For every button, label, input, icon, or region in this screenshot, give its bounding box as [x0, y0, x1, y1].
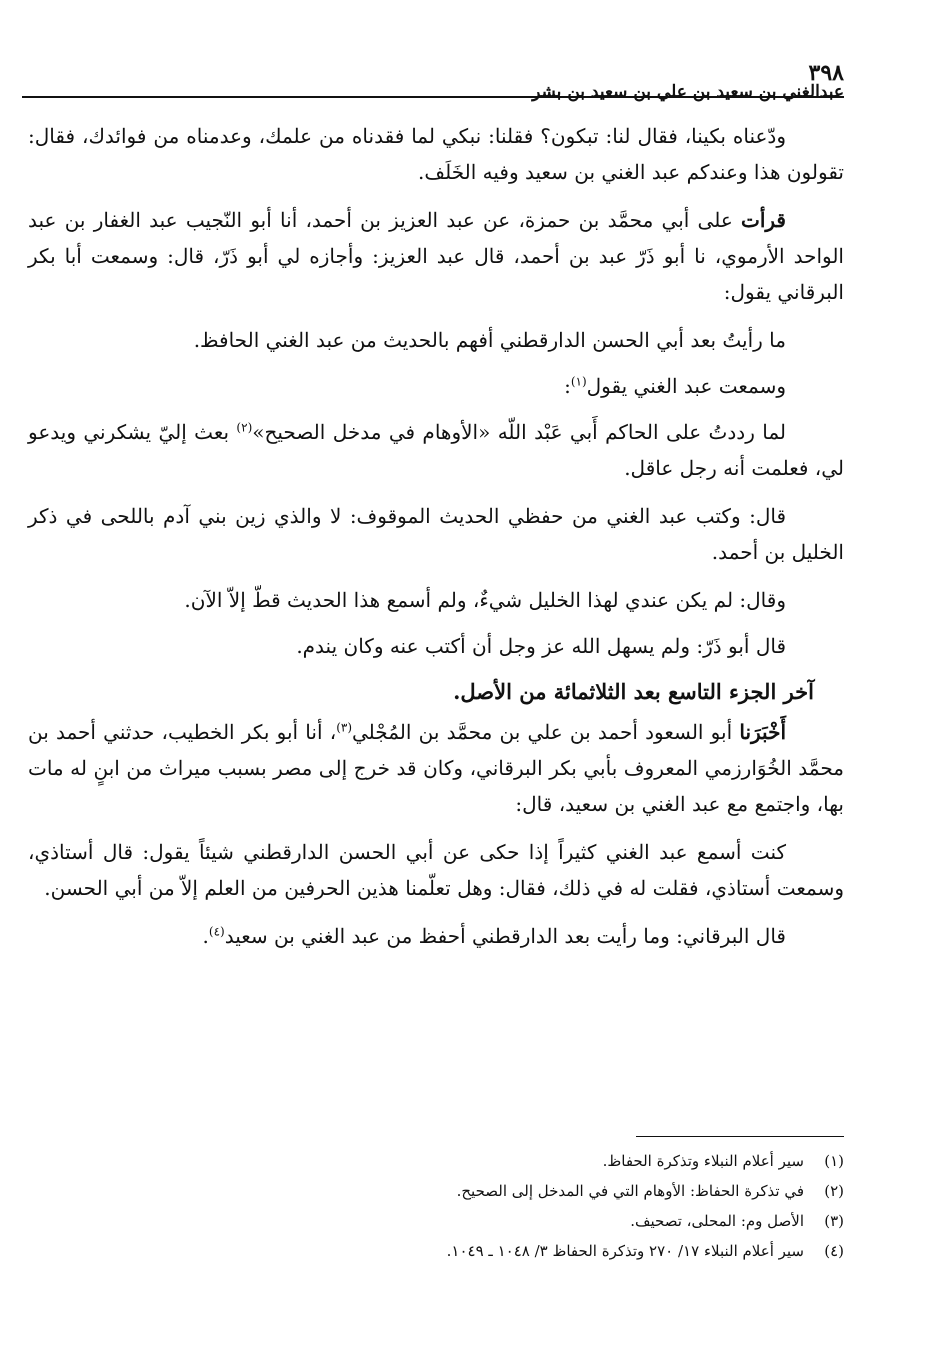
footnote-item — [124, 1146, 844, 1176]
footnote-number: (٣) — [824, 1212, 844, 1230]
paragraph-text-cont: ، أنا أبو بكر الخطيب، حدثني أحمد بن محمَّد الخُوَارزمي المعروف بأبي بكر البرقاني، وكان قد خرج إلى مصر بسبب ميراث من ابنٍ له مات بها، واجتمع مع عبد الغني بن سعيد، قال: — [28, 720, 844, 816]
footnote-rule — [636, 1136, 844, 1137]
footnote-marker: (٤) — [208, 924, 225, 939]
footnote-marker: (٣) — [336, 720, 353, 735]
quote-2 — [28, 368, 844, 404]
paragraph-text: كنت أسمع عبد الغني كثيراً إذا حكى عن أبي الحسن الدارقطني شيئاً يقول: قال أستاذي، وسمعت أستاذي، فقلت له في ذلك، فقال: وهل تعلّمنا هذين الحرفين من العلم إلاّ من أبي الحسن. — [28, 840, 844, 900]
quote-text: قال: وكتب عبد الغني من حفظي الحديث الموقوف: لا والذي زين بني آدم باللحى في ذكر الخليل بن أحمد. — [28, 504, 844, 564]
header-rule — [22, 96, 844, 98]
paragraph-opening — [28, 118, 844, 190]
footnote-text: سير أعلام النبلاء ١٧/ ٢٧٠ وتذكرة الحفاظ ٣/ ١٠٤٨ ـ ١٠٤٩. — [446, 1242, 804, 1260]
quote-tail: : — [564, 374, 571, 398]
paragraph-closing-2 — [28, 918, 844, 954]
quote-tail: بعث إليّ يشكرني ويدعو لي، فعلمت أنه رجل عاقل. — [28, 420, 844, 480]
quote-1 — [28, 322, 844, 358]
running-title: عبدالغني بن سعيد بن علي بن سعيد بن بشر — [532, 82, 844, 102]
page-number: ٣٩٨ — [808, 60, 844, 86]
paragraph-closing-1 — [28, 834, 844, 906]
body-text — [28, 118, 844, 964]
quote-5 — [28, 582, 844, 618]
footnote-item — [124, 1236, 844, 1266]
lead-word: قرأت — [741, 208, 786, 232]
paragraph-text: على أبي محمَّد بن حمزة، عن عبد العزيز بن أحمد، أنا أبو النّجيب عبد الغفار بن عبد الواحد الأرموي، نا أبو ذَرّ عبد بن أحمد، قال عبد العزيز: وأجازه لي أبو ذَرّ، قال: وسمعت أبا بكر البرقاني يقول: — [28, 208, 844, 304]
quote-4 — [28, 498, 844, 570]
quote-3 — [28, 414, 844, 486]
paragraph-tail: . — [202, 924, 209, 948]
footnote-item — [124, 1206, 844, 1236]
quote-text: وقال: لم يكن عندي لهذا الخليل شيءٌ، ولم أسمع هذا الحديث قطّ إلاّ الآن. — [184, 588, 786, 612]
footnote-number: (٢) — [824, 1182, 844, 1200]
quote-6 — [28, 628, 844, 664]
paragraph-akhbarana — [28, 714, 844, 822]
quote-text: قال أبو ذَرّ: ولم يسهل الله عز وجل أن أكتب عنه وكان يندم. — [296, 634, 786, 658]
quote-text: لما رددتُ على الحاكم أَبي عَبْد اللّه «الأوهام في مدخل الصحيح» — [252, 420, 786, 444]
paragraph-text: أبو السعود أحمد بن علي بن محمَّد بن المُجْلي — [352, 720, 740, 744]
quote-text: ما رأيتُ بعد أبي الحسن الدارقطني أفهم بالحديث من عبد الغني الحافظ. — [193, 328, 786, 352]
quote-text: وسمعت عبد الغني يقول — [586, 374, 786, 398]
footnotes — [124, 1146, 844, 1266]
footnote-marker: (٢) — [236, 420, 253, 435]
footnote-text: في تذكرة الحفاظ: الأوهام التي في المدخل إلى الصحيح. — [456, 1182, 804, 1200]
footnote-number: (١) — [824, 1152, 844, 1170]
footnote-text: سير أعلام النبلاء وتذكرة الحفاظ. — [602, 1152, 804, 1170]
lead-word: أَخْبَرَنا — [739, 720, 786, 744]
paragraph-text: قال البرقاني: وما رأيت بعد الدارقطني أحفظ من عبد الغني بن سعيد — [224, 924, 786, 948]
footnote-item — [124, 1176, 844, 1206]
paragraph-text: ودّعناه بكينا، فقال لنا: تبكون؟ فقلنا: نبكي لما فقدناه من علمك، وعدمناه من فوائدك، فقال: تقولون هذا وعندكم عبد الغني بن سعيد وفيه الخَلَف. — [28, 124, 844, 184]
section-heading: آخر الجزء التاسع بعد الثلاثمائة من الأصل. — [453, 679, 814, 704]
footnote-number: (٤) — [824, 1242, 844, 1260]
paragraph-isnad — [28, 202, 844, 310]
page-header — [22, 62, 844, 100]
footnote-text: الأصل وم: المحلى، تصحيف. — [630, 1212, 804, 1230]
footnote-marker: (١) — [570, 374, 587, 389]
